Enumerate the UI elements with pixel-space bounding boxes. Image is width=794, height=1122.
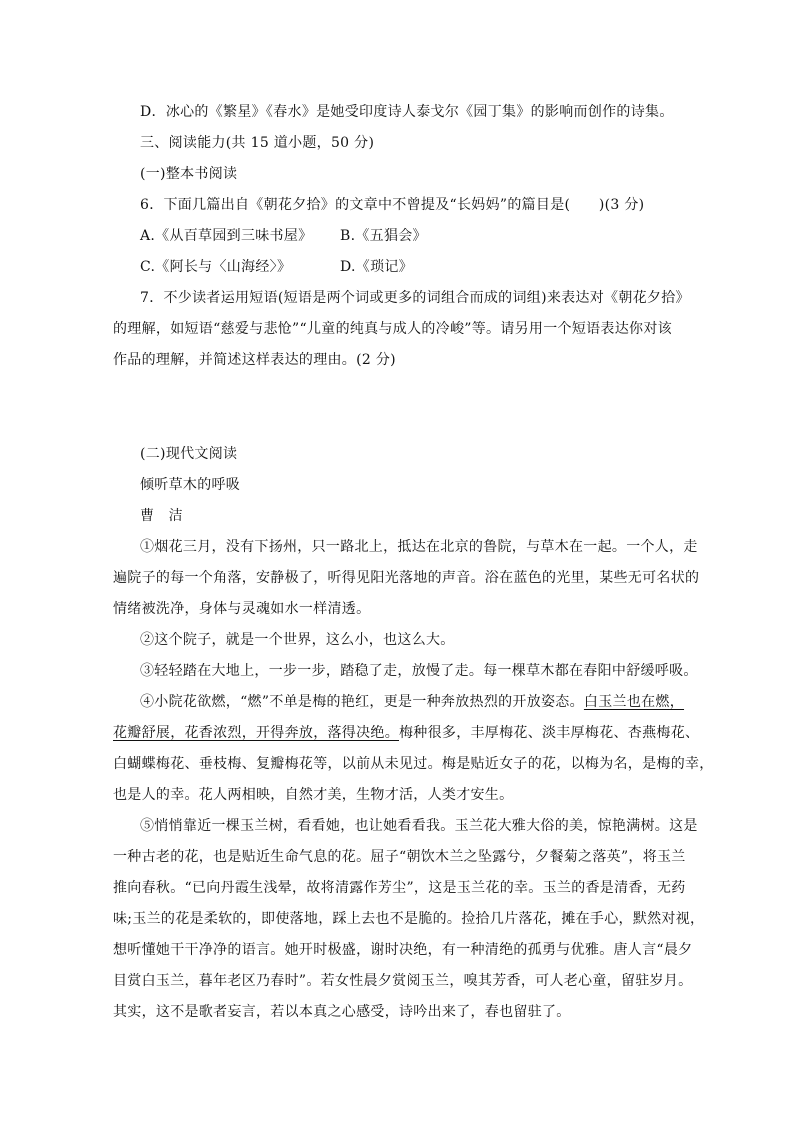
- paragraph-line: ③轻轻踏在大地上，一步一步，踏稳了走，放慢了走。每一棵草木都在春阳中舒缓呼吸。: [140, 663, 698, 679]
- underlined-sentence: 白玉兰也在燃，: [583, 694, 685, 710]
- paragraph-line: ①烟花三月，没有下扬州，只一路北上，抵达在北京的鲁院，与草木在一起。一个人，走: [140, 539, 698, 555]
- paragraph-text: 梅种很多，丰厚梅花、淡丰厚梅花、杏燕梅花、: [399, 725, 700, 741]
- paragraph-text: ④小院花欲燃，“燃”不单是梅的艳红，更是一种奔放热烈的开放姿态。: [140, 694, 584, 710]
- paragraph-line: 一种古老的花，也是贴近生命气息的花。屈子“朝饮木兰之坠露兮，夕餐菊之落英”，将玉兰: [113, 849, 686, 865]
- question-6-option-a: A.《从百草园到三味书屋》: [140, 228, 313, 244]
- paragraph-line: 遍院子的每一个角落，安静极了，听得见阳光落地的声音。浴在蓝色的光里，某些无可名状的: [113, 570, 700, 586]
- question-6-option-b: B.《五猖会》: [340, 228, 427, 244]
- section-heading: 三、阅读能力(共 15 道小题，50 分): [140, 135, 375, 151]
- paragraph-line: 情绪被洗净，身体与灵魂如水一样清透。: [113, 601, 371, 617]
- question-7-line: 7．不少读者运用短语(短语是两个词或更多的词组合而成的词组)来表达对《朝花夕拾》: [140, 290, 690, 306]
- option-d-line: D．冰心的《繁星》《春水》是她受印度诗人泰戈尔《园丁集》的影响而创作的诗集。: [140, 104, 674, 120]
- question-7-line: 的理解，如短语“慈爱与悲怆”“儿童的纯真与成人的冷峻”等。请另用一个短语表达你对该: [113, 321, 672, 337]
- paragraph-line: 味;玉兰的花是柔软的，即使落地，踩上去也不是脆的。捡拾几片落花，摊在手心，默然对视，: [113, 911, 705, 927]
- paragraph-line: 其实，这不是歌者妄言，若以本真之心感受，诗吟出来了，春也留驻了。: [113, 1004, 571, 1020]
- question-6-stem: 6．下面几篇出自《朝花夕拾》的文章中不曾提及“长妈妈”的篇目是( )(3 分): [140, 197, 645, 213]
- question-7-line: 作品的理解，并简述这样表达的理由。(2 分): [113, 352, 396, 368]
- paragraph-line: 想听懂她干干净净的语言。她开时极盛，谢时决绝，有一种清绝的孤勇与优雅。唐人言“晨夕: [113, 942, 693, 958]
- paragraph-line: 白蝴蝶梅花、垂枝梅、复瓣梅花等，以前从未见过。梅是贴近女子的花，以梅为名，是梅的幸，: [113, 756, 714, 772]
- paragraph-line: ②这个院子，就是一个世界，这么小，也这么大。: [140, 632, 455, 648]
- underlined-sentence: 花瓣舒展，花香浓烈，开得奔放，落得决绝。: [113, 725, 399, 741]
- subsection-heading: (一)整本书阅读: [140, 166, 238, 182]
- article-author: 曹 洁: [140, 508, 183, 524]
- subsection-heading: (二)现代文阅读: [140, 446, 238, 462]
- paragraph-line: 目赏白玉兰，暮年老区乃春时”。若女性晨夕赏阅玉兰，嗅其芳香，可人老心童，留驻岁月。: [113, 973, 693, 989]
- paragraph-line: ⑤悄悄靠近一棵玉兰树，看看她，也让她看看我。玉兰花大雅大俗的美，惊艳满树。这是: [140, 818, 698, 834]
- question-6-option-c: C.《阿长与〈山海经〉》: [140, 259, 292, 275]
- question-6-option-d: D.《琐记》: [340, 259, 413, 275]
- paragraph-line: [140, 693, 684, 711]
- paragraph-line: [113, 724, 699, 742]
- paragraph-line: 推向春秋。“已向丹霞生浅晕，故将清露作芳尘”，这是玉兰花的幸。玉兰的香是清香，无药: [113, 880, 686, 896]
- paragraph-line: 也是人的幸。花人两相映，自然才美，生物才活，人类才安生。: [113, 787, 514, 803]
- article-title: 倾听草木的呼吸: [140, 477, 241, 493]
